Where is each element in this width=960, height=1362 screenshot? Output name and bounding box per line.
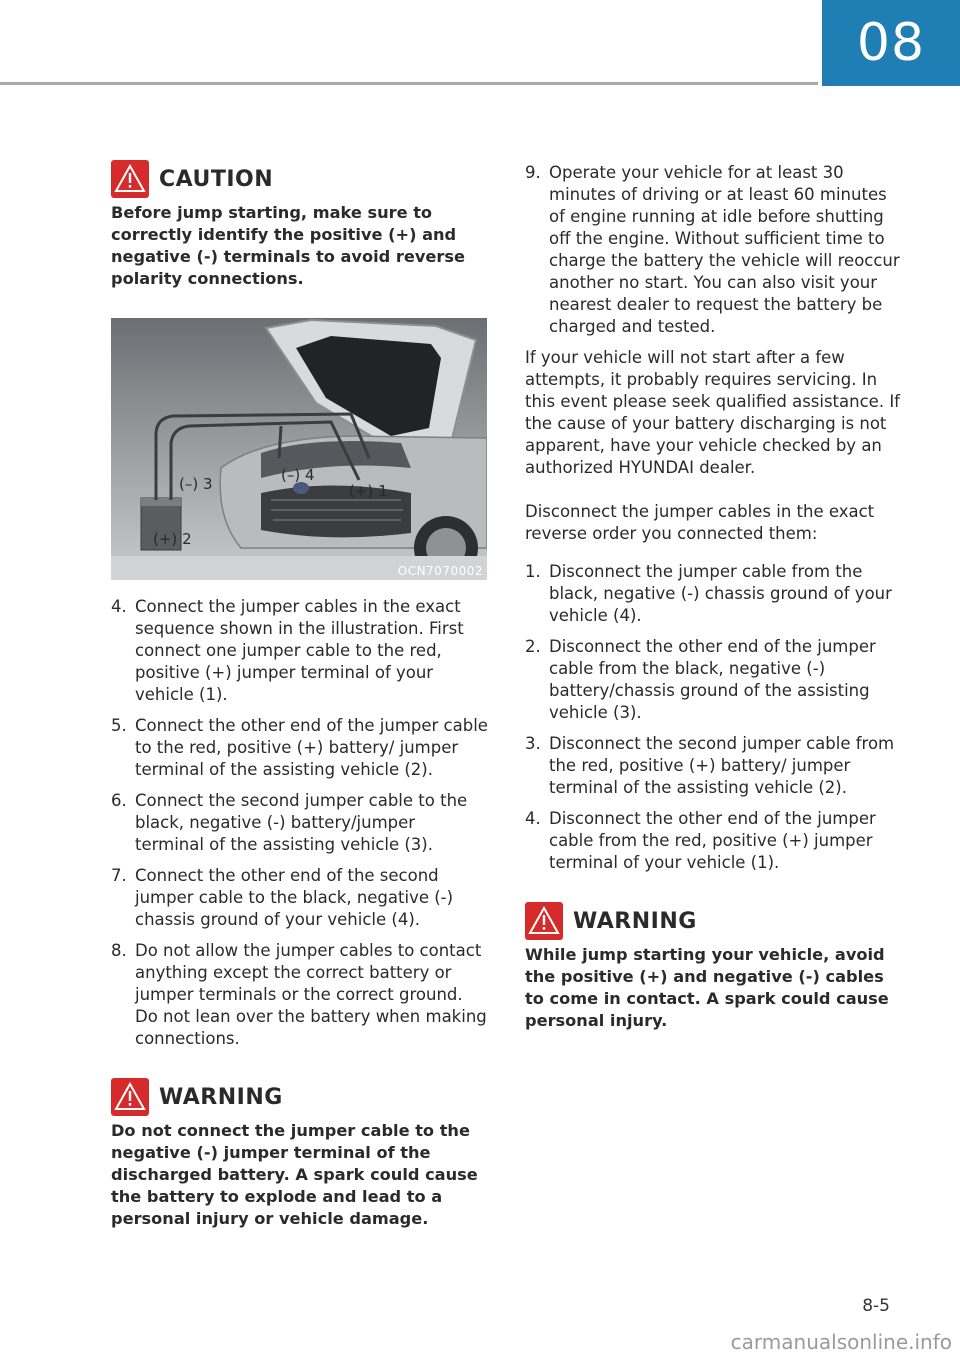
list-item: 9. Operate your vehicle for at least 30 minutes of driving or at least 60 minutes of engine running at idle before shutting off the engine. Without sufficient time to charge the battery the vehicle will reoccur another no start. You can also visit your nearest dealer to request the battery be charged and tested. bbox=[525, 163, 900, 336]
callout-label-1: (+) 1 bbox=[349, 482, 388, 500]
list-item: 8. Do not allow the jumper cables to contact anything except the correct battery or jumper terminals or the correct ground. Do not lean over the battery when making connections. bbox=[111, 941, 487, 1048]
warning-triangle-icon bbox=[525, 902, 563, 940]
disconnect-steps-list bbox=[525, 561, 905, 874]
list-item: 7. Connect the other end of the second jumper cable to the black, negative (-) chassis ground of your vehicle (4). bbox=[111, 866, 454, 929]
right-column bbox=[525, 162, 905, 1032]
warning-triangle-icon bbox=[111, 160, 149, 198]
warning-header bbox=[525, 902, 905, 940]
disconnect-intro: Disconnect the jumper cables in the exact reverse order you connected them: bbox=[525, 502, 875, 543]
servicing-paragraph: If your vehicle will not start after a few attempts, it probably requires servicing. In this event please seek qualified assistance. If the cause of your battery discharging is not apparent, have your vehicle checked by an authorized HYUNDAI dealer. bbox=[525, 348, 900, 477]
caution-title: CAUTION bbox=[159, 166, 274, 192]
watermark: carmanualsonline.info bbox=[730, 1330, 952, 1354]
list-item: 6. Connect the second jumper cable to the black, negative (-) battery/jumper terminal of the assisting vehicle (3). bbox=[111, 791, 468, 854]
page-number: 8-5 bbox=[862, 1296, 890, 1316]
figure-code: OCN7070002 bbox=[397, 564, 483, 578]
callout-label-4: (–) 4 bbox=[281, 466, 315, 484]
caution-box bbox=[111, 160, 489, 290]
list-item: 5. Connect the other end of the jumper cable to the red, positive (+) battery/ jumper terminal of the assisting vehicle (2). bbox=[111, 716, 488, 779]
warning-text: Do not connect the jumper cable to the negative (-) jumper terminal of the discharged battery. A spark could cause the battery to explode and lead to a personal injury or vehicle damage. bbox=[111, 1121, 478, 1228]
warning-box bbox=[111, 1078, 489, 1230]
warning-text: While jump starting your vehicle, avoid the positive (+) and negative (-) cables to come in contact. A spark could cause personal injury. bbox=[525, 945, 889, 1030]
warning-header bbox=[111, 1078, 489, 1116]
list-item: 4. Disconnect the other end of the jumper cable from the red, positive (+) jumper terminal of your vehicle (1). bbox=[525, 809, 876, 872]
callout-label-3: (–) 3 bbox=[179, 475, 213, 493]
warning-title: WARNING bbox=[573, 908, 697, 934]
jump-start-figure bbox=[111, 318, 487, 580]
header-rule bbox=[0, 82, 818, 85]
connect-steps-list bbox=[111, 596, 489, 1050]
list-item: 1. Disconnect the jumper cable from the black, negative (-) chassis ground of your vehicle (4). bbox=[525, 562, 892, 625]
left-column bbox=[111, 160, 489, 1230]
step-9-list bbox=[525, 162, 905, 338]
list-item: 2. Disconnect the other end of the jumper cable from the black, negative (-) battery/chassis ground of the assisting vehicle (3). bbox=[525, 637, 876, 722]
list-item: 4. Connect the jumper cables in the exact sequence shown in the illustration. First connect one jumper cable to the red, positive (+) jumper terminal of your vehicle (1). bbox=[111, 597, 464, 704]
caution-header bbox=[111, 160, 489, 198]
list-item: 3. Disconnect the second jumper cable from the red, positive (+) battery/ jumper terminal of the assisting vehicle (2). bbox=[525, 734, 895, 797]
warning-title: WARNING bbox=[159, 1084, 283, 1110]
chapter-tab: 08 bbox=[822, 0, 960, 86]
callout-label-2: (+) 2 bbox=[153, 530, 192, 548]
warning-box bbox=[525, 902, 905, 1032]
caution-text: Before jump starting, make sure to correctly identify the positive (+) and negative (-) terminals to avoid reverse polarity connections. bbox=[111, 203, 465, 288]
warning-triangle-icon bbox=[111, 1078, 149, 1116]
